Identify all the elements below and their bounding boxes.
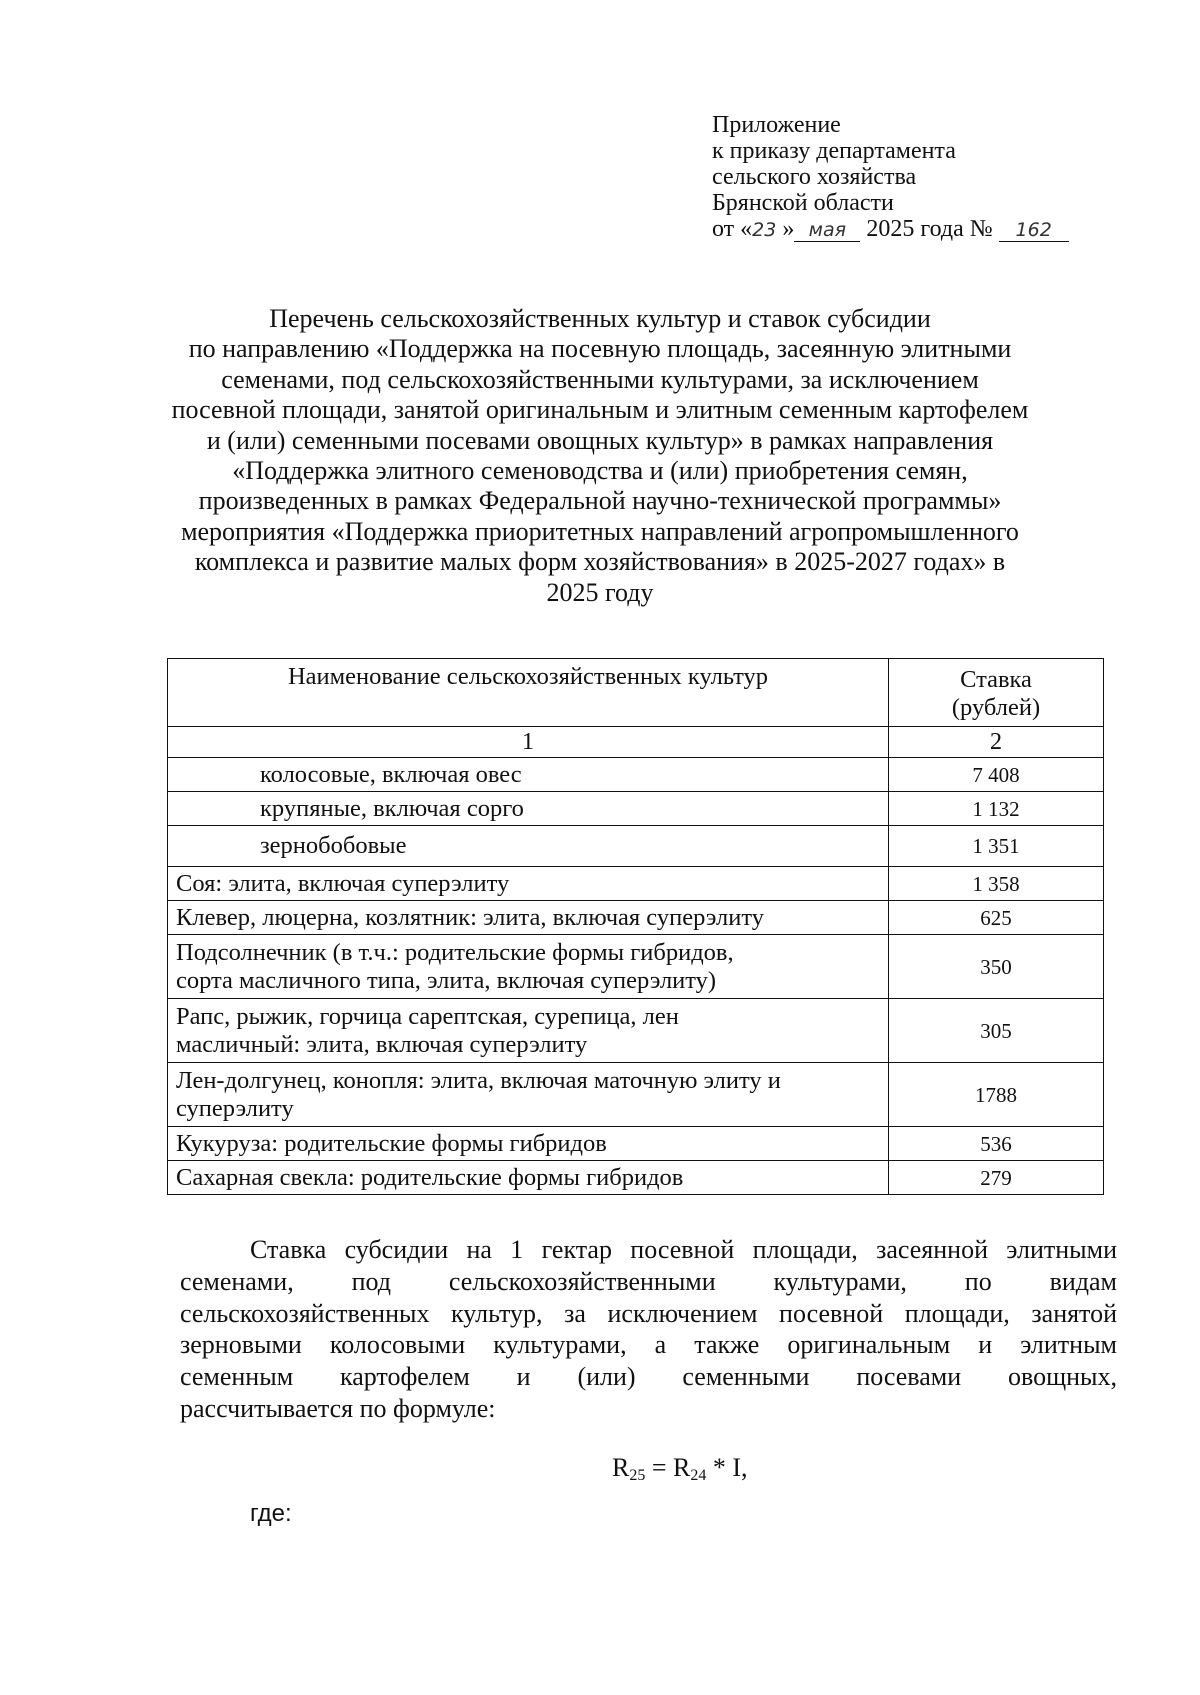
header-rate-unit: (рублей) — [951, 693, 1041, 721]
crop-name: колосовые, включая овес — [168, 758, 889, 792]
table-header-row — [168, 659, 1104, 727]
handwritten-month: мая — [794, 219, 860, 242]
title-line: посевной площади, занятой оригинальным и элитным семенным картофелем — [171, 395, 1029, 425]
appendix-block — [712, 112, 1069, 243]
document-title — [150, 304, 1050, 608]
date-mid: » — [776, 216, 795, 242]
title-line: произведенных в рамках Федеральной научно-технической программы» — [198, 486, 1002, 516]
table-row — [168, 935, 1104, 999]
crop-rate: 305 — [889, 999, 1104, 1063]
crop-rate: 350 — [889, 935, 1104, 999]
appendix-line: Приложение — [712, 112, 841, 138]
crop-rate: 625 — [889, 901, 1104, 935]
subsidy-rate-paragraph — [180, 1234, 1117, 1425]
paragraph-line: рассчитывается по формуле: — [180, 1393, 496, 1423]
handwritten-order-number: 162 — [999, 219, 1069, 242]
title-line: по направлению «Поддержка на посевную площадь, засеянную элитными — [188, 334, 1012, 364]
crop-name: Кукуруза: родительские формы гибридов — [168, 1127, 889, 1161]
table-row — [168, 758, 1104, 792]
formula-lhs: R — [612, 1453, 630, 1482]
crop-name: Клевер, люцерна, козлятник: элита, включая суперэлиту — [168, 901, 889, 935]
title-line: «Поддержка элитного семеноводства и (или) приобретения семян, — [232, 456, 968, 486]
crop-rate: 7 408 — [889, 758, 1104, 792]
crop-rate: 279 — [889, 1161, 1104, 1195]
appendix-line: Брянской области — [712, 190, 894, 216]
paragraph-line: Ставка субсидии на 1 гектар посевной площади, засеянной элитными — [250, 1235, 1117, 1264]
table-row — [168, 792, 1104, 826]
formula-rest: * I, — [706, 1453, 748, 1482]
handwritten-day: 23 — [752, 219, 777, 241]
appendix-line: к приказу департамента — [712, 138, 956, 164]
column-index-2: 2 — [889, 727, 1104, 758]
table-index-row — [168, 727, 1104, 758]
appendix-line: сельского хозяйства — [712, 164, 917, 190]
table-row — [168, 1127, 1104, 1161]
crop-name — [168, 935, 889, 999]
crop-rate: 1 358 — [889, 867, 1104, 901]
crop-name-line: Лен-долгунец, конопля: элита, включая маточную элиту и — [176, 1066, 781, 1094]
crops-rates-table — [167, 658, 1104, 1195]
table-row — [168, 867, 1104, 901]
paragraph-line: зерновыми колосовыми культурами, а также оригинальным и элитным — [180, 1330, 1117, 1360]
title-line: семенами, под сельскохозяйственными культурами, за исключением — [221, 364, 979, 394]
date-prefix: от « — [712, 216, 753, 242]
crop-name — [168, 1063, 889, 1127]
title-line: Перечень сельскохозяйственных культур и ставок субсидии — [269, 304, 931, 333]
title-line: 2025 году — [546, 577, 654, 607]
formula-rhs: R — [673, 1453, 691, 1482]
crop-rate: 536 — [889, 1127, 1104, 1161]
header-rate — [889, 659, 1104, 727]
table-row — [168, 999, 1104, 1063]
crop-name-line: Подсолнечник (в т.ч.: родительские формы гибридов, — [176, 938, 734, 966]
header-crop-name: Наименование сельскохозяйственных культур — [168, 659, 889, 727]
formula-lhs-subscript: 25 — [629, 1467, 646, 1484]
crop-name: Соя: элита, включая суперэлиту — [168, 867, 889, 901]
table-row — [168, 901, 1104, 935]
appendix-date-line — [712, 216, 1069, 243]
rate-formula — [612, 1453, 748, 1485]
crop-name-line: масличный: элита, включая суперэлиту — [176, 1030, 588, 1058]
crop-name: крупяные, включая сорго — [168, 792, 889, 826]
title-line: мероприятия «Поддержка приоритетных направлений агропромышленного — [181, 516, 1019, 546]
paragraph-line: семенами, под сельскохозяйственными культурами, по видам — [180, 1266, 1117, 1296]
crop-name — [168, 999, 889, 1063]
title-line: комплекса и развитие малых форм хозяйствования» в 2025-2027 годах» в — [194, 547, 1006, 577]
column-index-1: 1 — [168, 727, 889, 758]
crop-name: зернобобовые — [168, 826, 889, 867]
formula-equals: = — [645, 1453, 674, 1482]
crop-rate: 1 132 — [889, 792, 1104, 826]
crop-name-line: суперэлиту — [176, 1094, 294, 1122]
where-label: где: — [250, 1500, 292, 1527]
crop-name-line: Рапс, рыжик, горчица сарептская, сурепица, лен — [176, 1002, 679, 1030]
title-line: и (или) семенными посевами овощных культур» в рамках направления — [206, 425, 994, 455]
date-year: 2025 года № — [860, 216, 999, 242]
table-row — [168, 1161, 1104, 1195]
crop-name: Сахарная свекла: родительские формы гибридов — [168, 1161, 889, 1195]
paragraph-line: семенным картофелем и (или) семенными посевами овощных, — [180, 1362, 1117, 1392]
table-row — [168, 826, 1104, 867]
table-row — [168, 1063, 1104, 1127]
paragraph-line: сельскохозяйственных культур, за исключением посевной площади, занятой — [180, 1298, 1117, 1328]
header-rate-line: Ставка — [960, 665, 1032, 693]
crops-rates-table-wrapper — [167, 658, 1103, 1195]
formula-rhs-subscript: 24 — [690, 1467, 707, 1484]
crop-name-line: сорта масличного типа, элита, включая суперэлиту) — [176, 966, 717, 994]
crop-rate: 1 351 — [889, 826, 1104, 867]
crop-rate: 1788 — [889, 1063, 1104, 1127]
